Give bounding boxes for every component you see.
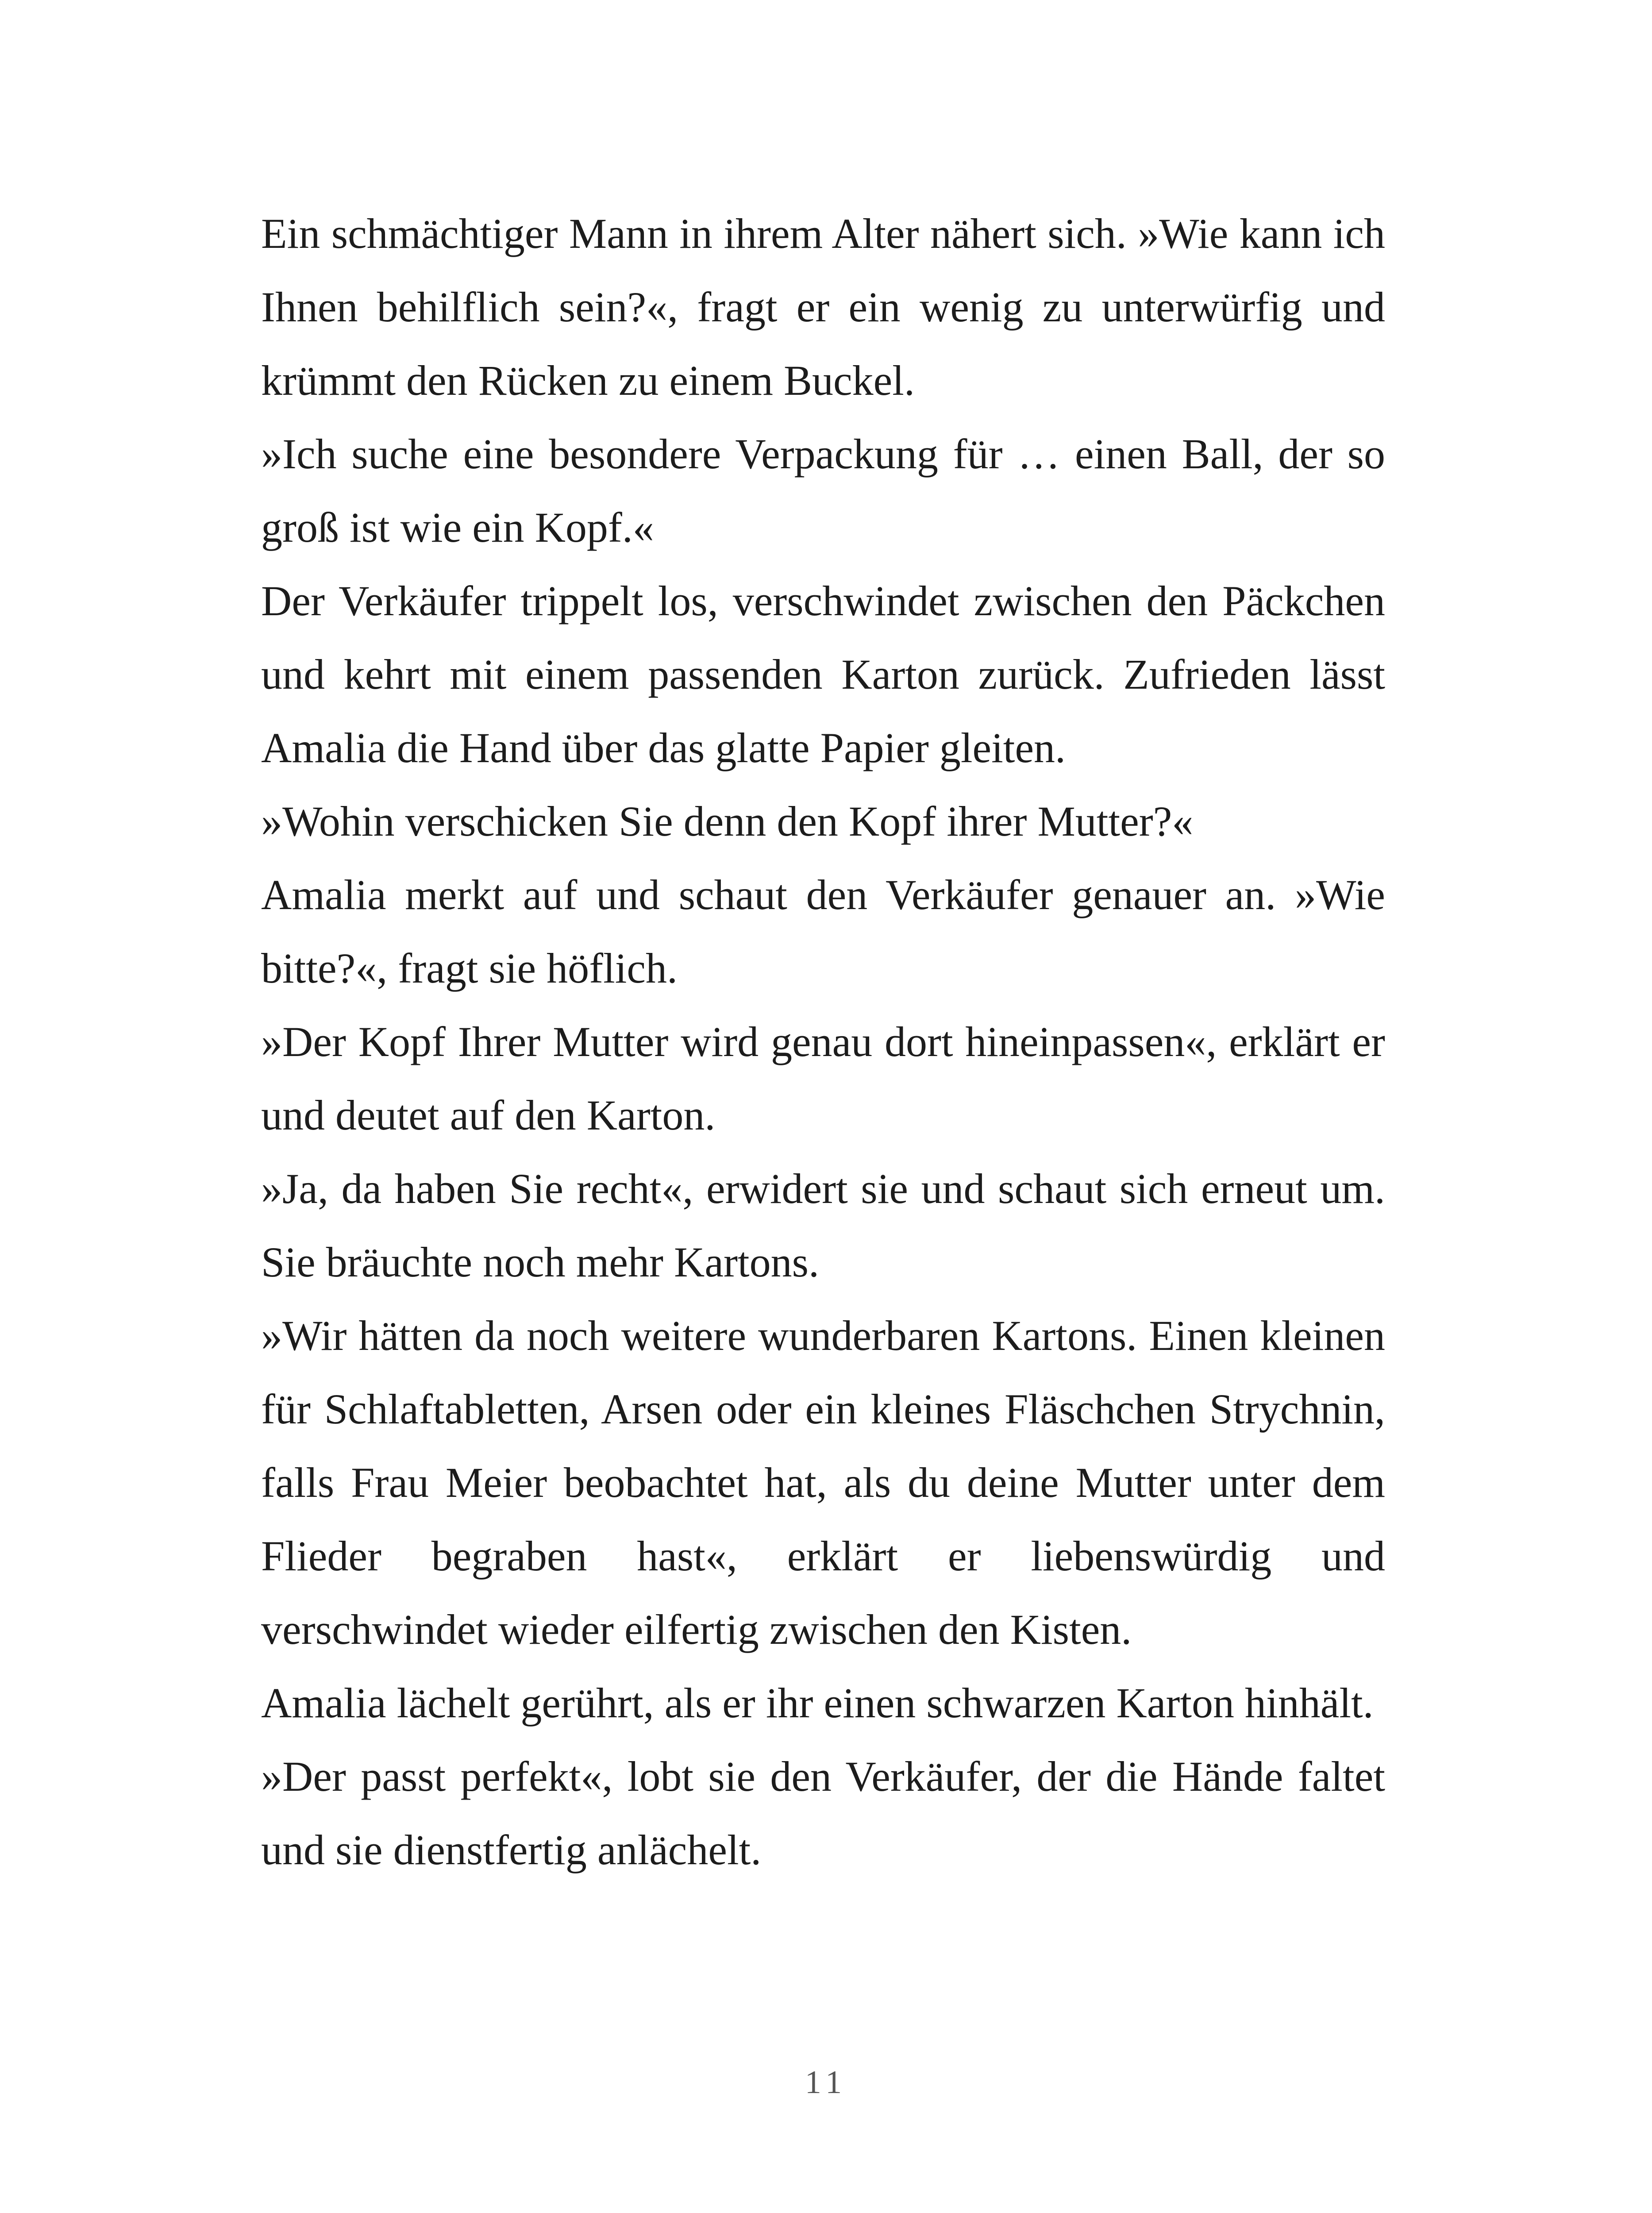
body-text: [261, 197, 1385, 1887]
paragraph: Amalia merkt auf und schaut den Verkäufer genauer an. »Wie bitte?«, fragt sie höflich.: [261, 871, 1385, 992]
paragraph: »Wohin verschicken Sie denn den Kopf ihrer Mutter?«: [261, 798, 1194, 845]
paragraph: Amalia lächelt gerührt, als er ihr einen schwarzen Karton hinhält.: [261, 1679, 1374, 1727]
paragraph: »Der passt perfekt«, lobt sie den Verkäufer, der die Hände faltet und sie dienstfertig anlächelt.: [261, 1753, 1385, 1874]
paragraph: »Wir hätten da noch weitere wunderbaren Kartons. Einen kleinen für Schlaftabletten, Arsen oder ein kleines Fläschchen Strychnin, falls Frau Meier beobachtet hat, als du deine Mutter unter dem Flieder begraben hast«, erklärt er liebenswürdig und verschwindet wieder eilfertig zwischen den Kisten.: [261, 1312, 1385, 1653]
paragraph: Ein schmächtiger Mann in ihrem Alter nähert sich. »Wie kann ich Ihnen behilflich sein?«, fragt er ein wenig zu unterwürfig und krümmt den Rücken zu einem Buckel.: [261, 210, 1385, 404]
paragraph: »Ja, da haben Sie recht«, erwidert sie und schaut sich erneut um. Sie bräuchte noch mehr Kartons.: [261, 1165, 1385, 1286]
paragraph: »Ich suche eine besondere Verpackung für … einen Ball, der so groß ist wie ein Kopf.«: [261, 430, 1385, 551]
paragraph: Der Verkäufer trippelt los, verschwindet zwischen den Päckchen und kehrt mit einem passenden Karton zurück. Zufrieden lässt Amalia die Hand über das glatte Papier gleiten.: [261, 577, 1385, 771]
page-number: 11: [805, 2064, 847, 2101]
paragraph: »Der Kopf Ihrer Mutter wird genau dort hineinpassen«, erklärt er und deutet auf den Karton.: [261, 1018, 1385, 1139]
